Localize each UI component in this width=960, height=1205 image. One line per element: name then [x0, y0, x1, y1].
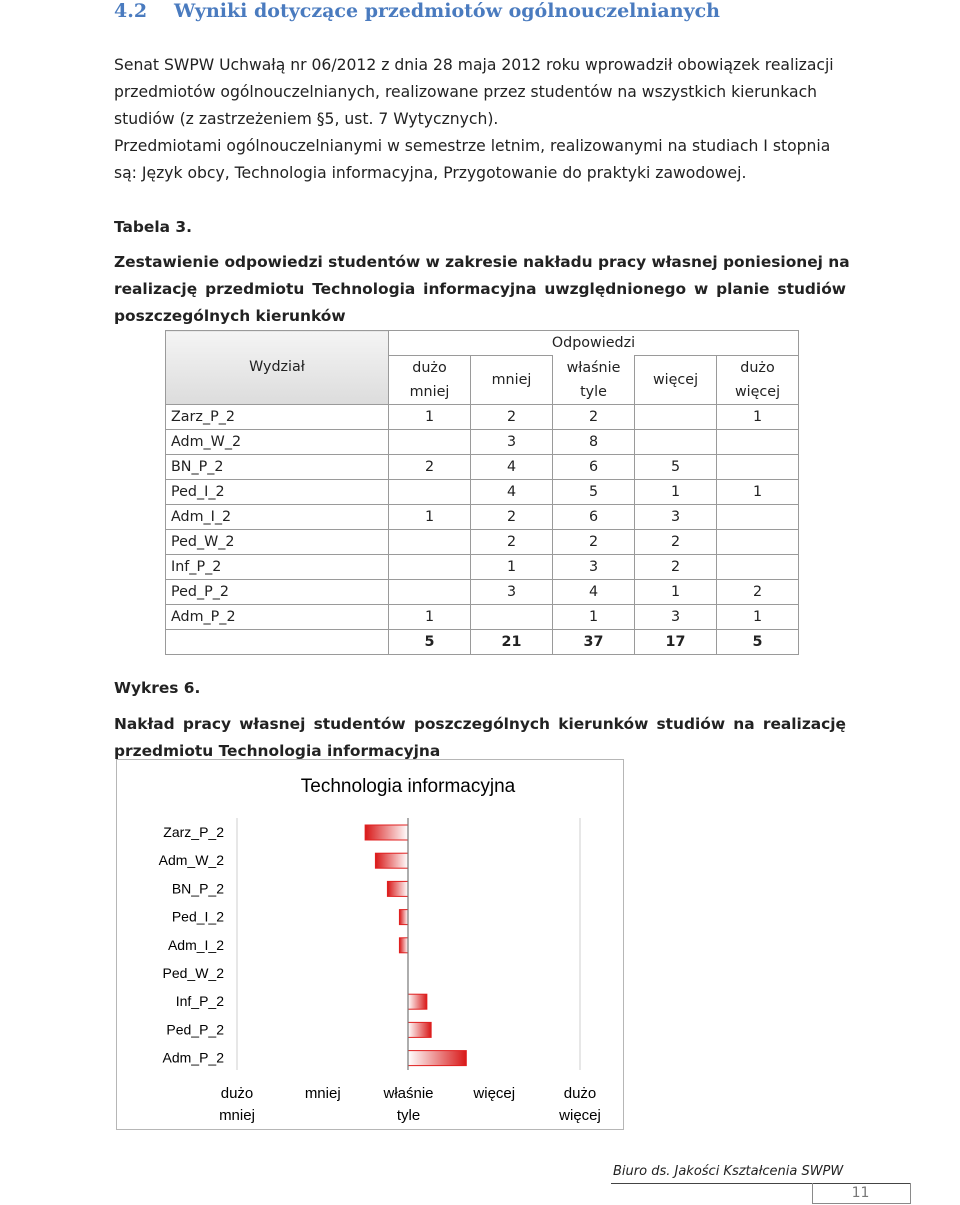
table-row: [166, 405, 799, 430]
x-tick-label: dużo: [563, 1085, 597, 1102]
header-col-word: mniej: [409, 384, 450, 400]
bar: [399, 910, 408, 925]
figure-title-line: przedmiotu Technologia informacyjna: [114, 742, 441, 760]
table-cell: 1: [717, 605, 799, 630]
bar: [365, 825, 408, 840]
x-tick-label: mniej: [219, 1107, 255, 1124]
x-tick-label: więcej: [559, 1107, 601, 1124]
header-col-word: tyle: [580, 383, 607, 400]
table-cell: 2: [471, 505, 553, 530]
figure-label: Wykres 6.: [114, 679, 201, 697]
table-title-line: poszczególnych kierunków: [114, 307, 346, 325]
table-cell: 1: [717, 480, 799, 505]
section-title: Wyniki dotyczące przedmiotów ogólnouczelnianych: [174, 0, 720, 22]
table-cell: 4: [471, 480, 553, 505]
bar: [408, 1022, 431, 1037]
x-tick-label: mniej: [304, 1085, 341, 1102]
table-cell: [717, 555, 799, 580]
table-cell: 2: [471, 405, 553, 430]
page-number: 11: [851, 1185, 870, 1201]
paragraph-senate: [114, 52, 852, 133]
table-cell: [389, 480, 471, 505]
table-row: [166, 555, 799, 580]
table-cell: [717, 530, 799, 555]
paragraph-subjects: [114, 133, 852, 187]
table-cell: 1: [635, 480, 717, 505]
table-cell: 1: [553, 605, 635, 630]
header-col: [717, 356, 799, 405]
bar: [399, 938, 408, 953]
header-col: [553, 356, 635, 405]
table-cell: 6: [553, 455, 635, 480]
header-col-word: dużo: [740, 360, 775, 376]
table-cell: 2: [553, 405, 635, 430]
totals-row: [166, 630, 799, 655]
header-col: [471, 356, 553, 405]
table-cell: 1: [389, 505, 471, 530]
table-cell: [717, 505, 799, 530]
table-cell: [389, 580, 471, 605]
table-label: Tabela 3.: [114, 218, 192, 236]
paragraph-line: są: Język obcy, Technologia informacyjna, Przygotowanie do praktyki zawodowej.: [114, 164, 747, 182]
table-cell: 4: [553, 580, 635, 605]
table-cell: [717, 455, 799, 480]
table-row: [166, 605, 799, 630]
bar: [408, 1051, 466, 1066]
category-label: Zarz_P_2: [163, 824, 224, 840]
bar: [387, 881, 408, 896]
table-row: [166, 505, 799, 530]
header-col-word: mniej: [491, 372, 532, 388]
category-label: BN_P_2: [171, 880, 224, 897]
diverging-bar-chart: [116, 759, 624, 1130]
category-label: Ped_P_2: [166, 1021, 224, 1038]
table-cell: 6: [553, 505, 635, 530]
table-cell: 1: [717, 405, 799, 430]
header-col: [635, 356, 717, 405]
row-wydzial: Ped_W_2: [166, 530, 389, 555]
table-cell: 1: [389, 405, 471, 430]
table-cell: 1: [635, 580, 717, 605]
table-cell: 2: [717, 580, 799, 605]
table-cell: 2: [553, 530, 635, 555]
header-col-word: dużo: [412, 360, 447, 376]
table-cell: 2: [635, 555, 717, 580]
table-cell: [389, 430, 471, 455]
header-col-word: więcej: [734, 384, 781, 400]
row-wydzial: Zarz_P_2: [166, 405, 389, 430]
paragraph-line: przedmiotów ogólnouczelnianych, realizowane przez studentów na wszystkich kierunkach: [114, 83, 818, 101]
x-tick-label: właśnie: [383, 1085, 434, 1102]
x-tick-label: więcej: [473, 1085, 516, 1102]
row-wydzial: Adm_W_2: [166, 430, 389, 455]
row-wydzial: Ped_I_2: [166, 480, 389, 505]
header-col-word: więcej: [652, 372, 699, 388]
category-label: Ped_I_2: [171, 908, 224, 925]
table-title-line: Zestawienie odpowiedzi studentów w zakresie nakładu pracy własnej poniesionej na: [114, 253, 850, 271]
category-label: Adm_P_2: [162, 1049, 224, 1066]
table-cell: 1: [471, 555, 553, 580]
responses-table: [165, 330, 799, 655]
table-cell: 3: [635, 505, 717, 530]
row-wydzial: Inf_P_2: [166, 555, 389, 580]
table-cell: 3: [471, 430, 553, 455]
table-cell: 4: [471, 455, 553, 480]
paragraph-line: Przedmiotami ogólnouczelnianymi w semestrze letnim, realizowanymi na studiach I stopnia: [114, 137, 831, 155]
table-cell: 2: [471, 530, 553, 555]
header-col-word: właśnie: [566, 359, 621, 376]
category-label: Inf_P_2: [175, 993, 224, 1010]
figure-title-line: Nakład pracy własnej studentów poszczególnych kierunków studiów na realizację: [114, 715, 846, 733]
table-row: [166, 480, 799, 505]
table-cell: [389, 530, 471, 555]
row-wydzial: BN_P_2: [166, 455, 389, 480]
paragraph-line: studiów (z zastrzeżeniem §5, ust. 7 Wytycznych).: [114, 110, 499, 128]
table-title: [114, 249, 850, 330]
section-number: 4.2: [114, 0, 148, 22]
total-cell: 17: [635, 630, 717, 655]
table-cell: 2: [635, 530, 717, 555]
bar: [375, 853, 408, 868]
header-wydzial: Wydział: [166, 331, 389, 405]
x-tick-label: tyle: [396, 1107, 421, 1124]
header-odpowiedzi: Odpowiedzi: [389, 331, 799, 356]
bar: [408, 994, 427, 1009]
category-label: Adm_I_2: [167, 936, 224, 953]
totals-blank: [166, 630, 389, 655]
table-cell: 2: [389, 455, 471, 480]
total-cell: 5: [389, 630, 471, 655]
x-tick-label: dużo: [220, 1085, 254, 1102]
table-cell: 3: [635, 605, 717, 630]
table-title-line: realizację przedmiotu Technologia informacyjna uwzględnionego w planie studiów: [114, 280, 846, 298]
header-col: [389, 356, 471, 405]
table-cell: 8: [553, 430, 635, 455]
figure-title: [114, 711, 846, 765]
table-cell: 1: [389, 605, 471, 630]
table-row: [166, 430, 799, 455]
table-cell: [635, 405, 717, 430]
row-wydzial: Ped_P_2: [166, 580, 389, 605]
category-label: Adm_W_2: [158, 852, 224, 869]
paragraph-line: Senat SWPW Uchwałą nr 06/2012 z dnia 28 maja 2012 roku wprowadził obowiązek realizacji: [114, 56, 834, 74]
table-cell: [389, 555, 471, 580]
chart-title: Technologia informacyjna: [300, 776, 516, 797]
table-row: [166, 530, 799, 555]
footer-organization: Biuro ds. Jakości Kształcenia SWPW: [613, 1164, 844, 1179]
table-cell: 5: [553, 480, 635, 505]
table-cell: [471, 605, 553, 630]
row-wydzial: Adm_I_2: [166, 505, 389, 530]
table-row: [166, 580, 799, 605]
total-cell: 21: [471, 630, 553, 655]
table-row: [166, 455, 799, 480]
table-cell: 3: [553, 555, 635, 580]
category-label: Ped_W_2: [162, 965, 224, 981]
table-cell: 3: [471, 580, 553, 605]
total-cell: 37: [553, 630, 635, 655]
total-cell: 5: [717, 630, 799, 655]
table-cell: [635, 430, 717, 455]
table-cell: 5: [635, 455, 717, 480]
row-wydzial: Adm_P_2: [166, 605, 389, 630]
table-cell: [717, 430, 799, 455]
